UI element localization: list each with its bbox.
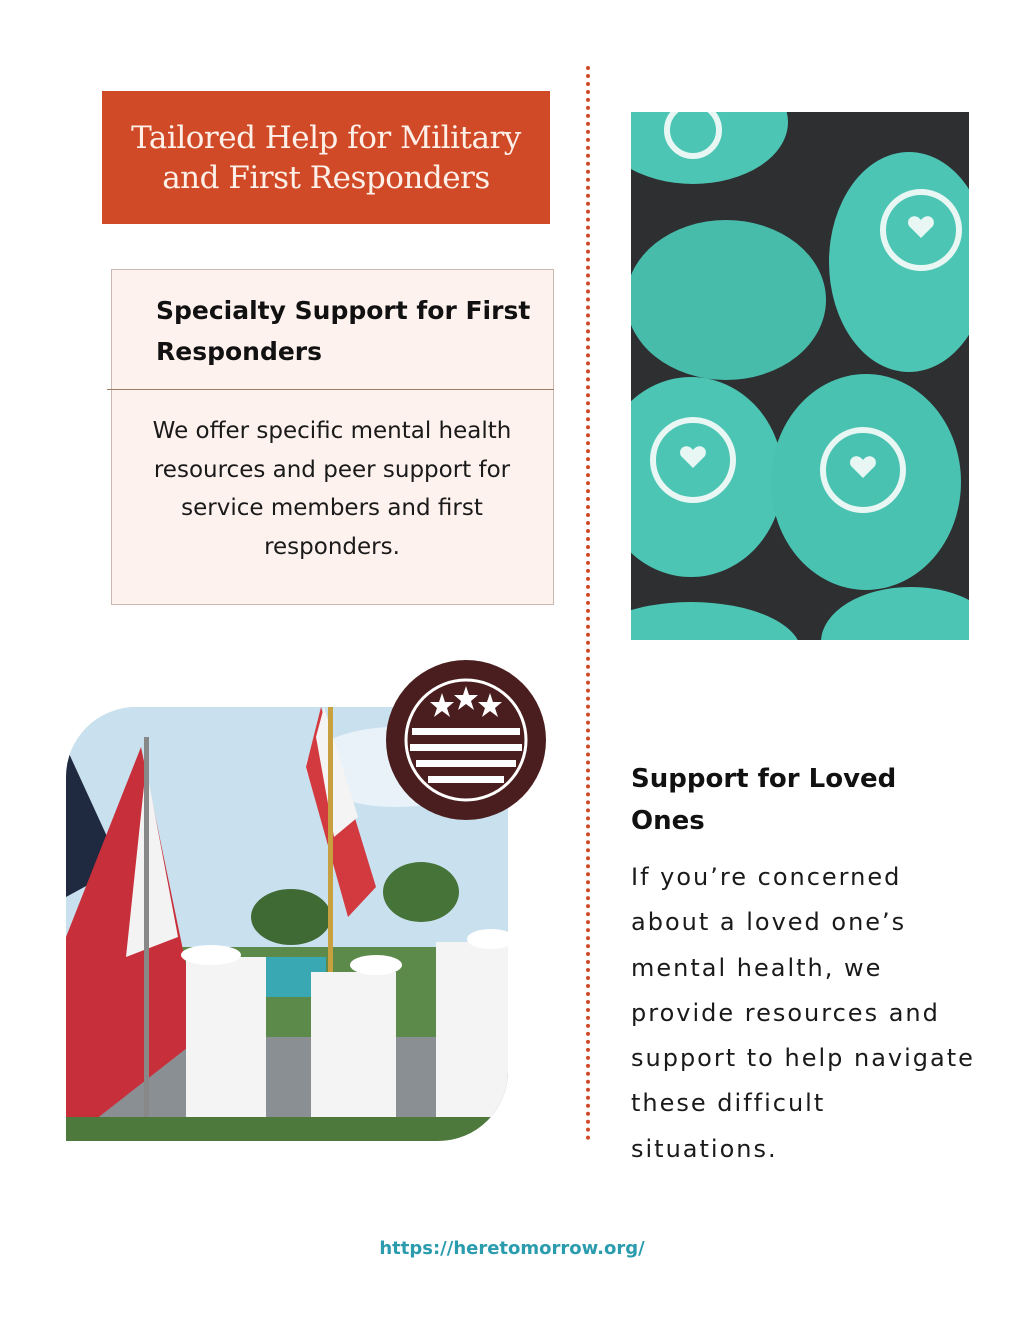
card-divider [107, 389, 554, 390]
website-link[interactable]: https://heretomorrow.org/ [379, 1238, 645, 1259]
card-heading: Specialty Support for First Responders [156, 296, 531, 366]
page-title: Tailored Help for Military and First Responders [131, 119, 521, 196]
vertical-dotted-divider [586, 66, 590, 1141]
loved-ones-body-text: If you’re concerned about a loved one’s mental health, we provide resources and support to help navigate these difficult situations. [631, 863, 975, 1163]
stress-balls-illustration [631, 112, 969, 640]
first-responders-card [111, 269, 554, 605]
stress-balls-photo [631, 112, 969, 640]
badge-illustration [384, 658, 548, 822]
loved-ones-heading: Support for Loved Ones [631, 764, 897, 836]
card-body-text: We offer specific mental health resources and peer support for service members and first responders. [152, 418, 512, 560]
stars-stripes-badge [384, 658, 548, 822]
title-banner [102, 91, 550, 224]
